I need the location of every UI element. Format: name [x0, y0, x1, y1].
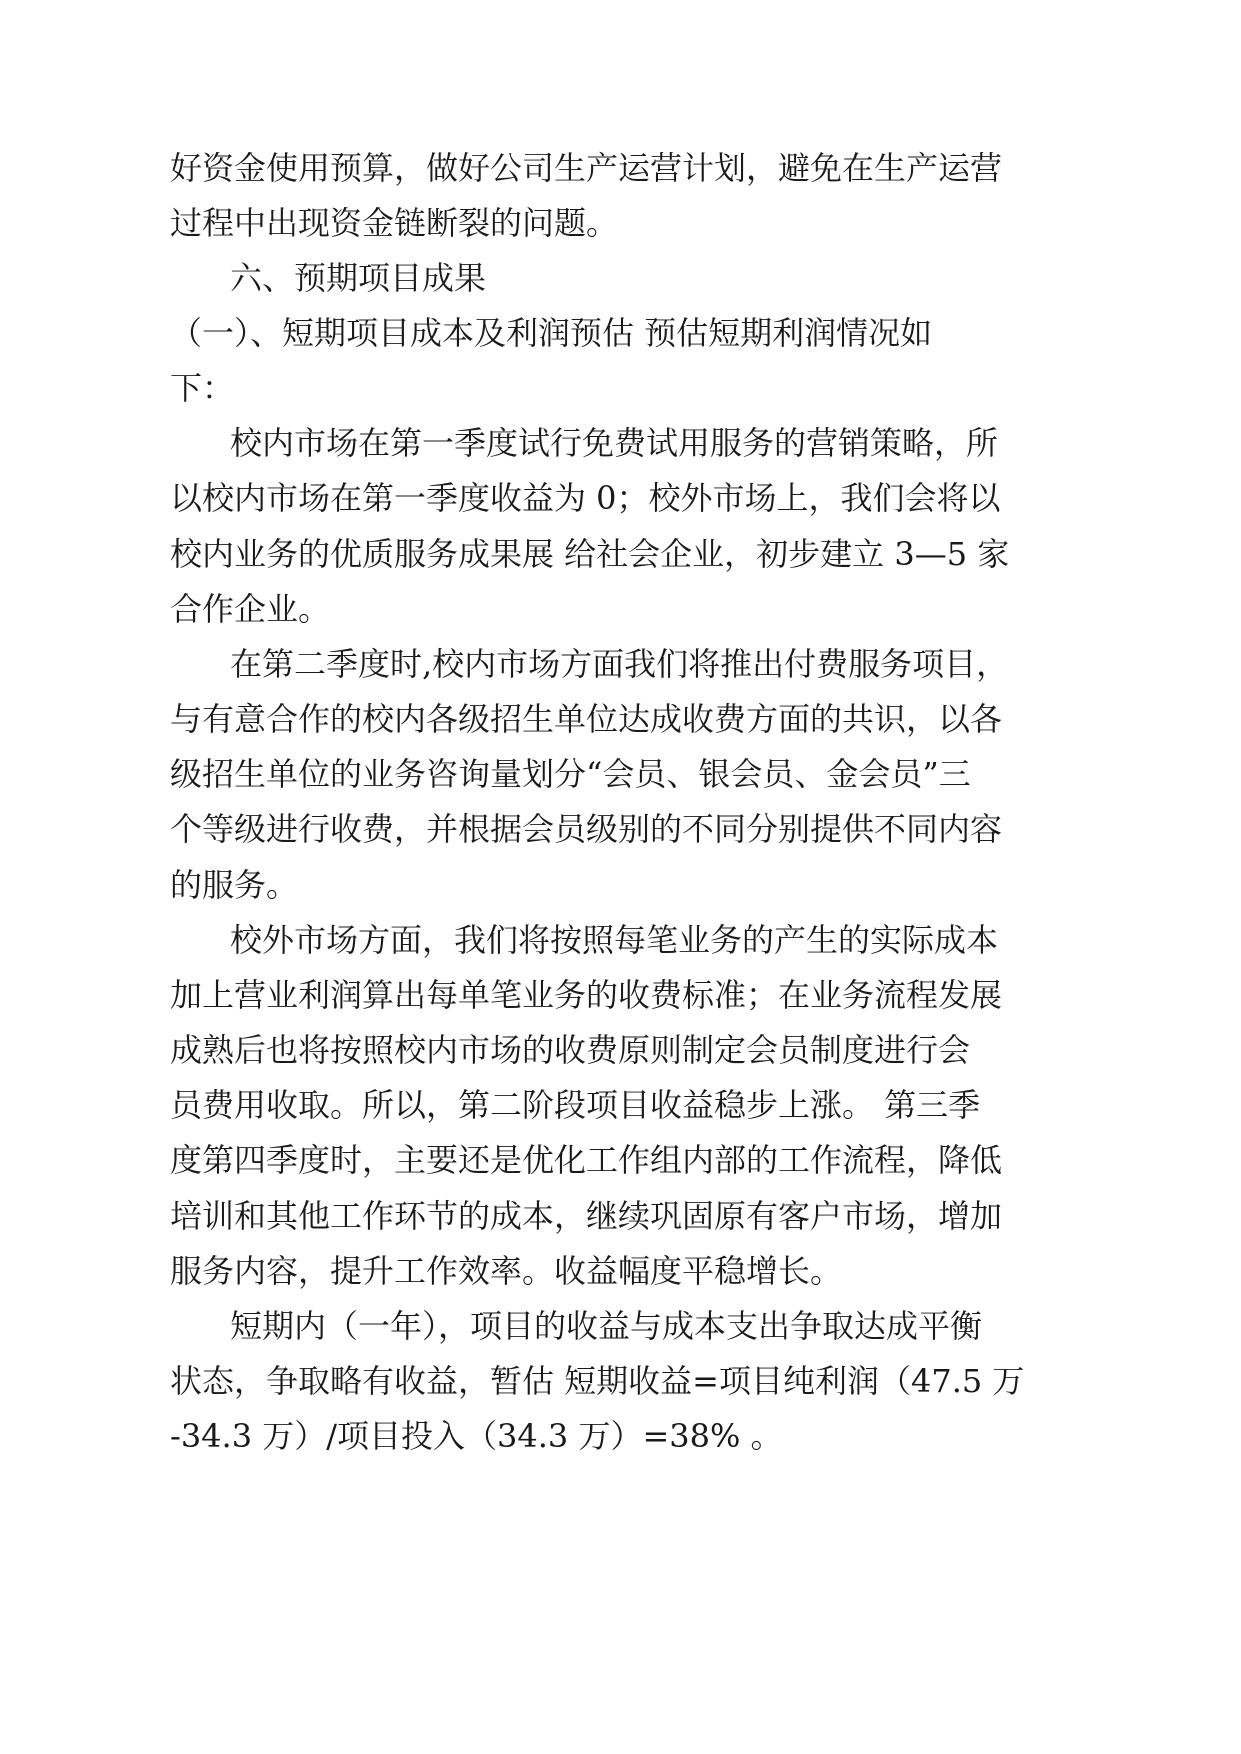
- text-line: 加上营业利润算出每单笔业务的收费标准；在业务流程发展: [170, 976, 1003, 1014]
- text-line: 成熟后也将按照校内市场的收费原则制定会员制度进行会: [170, 1031, 971, 1069]
- text-line: 级招生单位的业务咨询量划分“会员、银会员、金会员”三: [170, 755, 971, 793]
- text-line: 度第四季度时，主要还是优化工作组内部的工作流程，降低: [170, 1141, 1003, 1179]
- text-line: -34.3 万）/项目投入（34.3 万）=38% 。: [170, 1417, 783, 1455]
- text-line: 校外市场方面，我们将按照每笔业务的产生的实际成本: [230, 921, 999, 959]
- text-line: 员费用收取。所以，第二阶段项目收益稳步上涨。 第三季: [170, 1086, 981, 1124]
- text-line: 与有意合作的校内各级招生单位达成收费方面的共识，以各: [170, 700, 1003, 738]
- text-line: 培训和其他工作环节的成本，继续巩固原有客户市场，增加: [170, 1197, 1003, 1235]
- text-line: 个等级进行收费，并根据会员级别的不同分别提供不同内容: [170, 810, 1003, 848]
- text-line: 服务内容，提升工作效率。收益幅度平稳增长。: [170, 1252, 843, 1290]
- text-line: 在第二季度时,校内市场方面我们将推出付费服务项目，: [230, 645, 1009, 683]
- text-line: 的服务。: [170, 866, 299, 904]
- text-line: 合作企业。: [170, 590, 331, 628]
- text-line: 以校内市场在第一季度收益为 0；校外市场上，我们会将以: [170, 479, 1001, 517]
- text-line: 过程中出现资金链断裂的问题。: [170, 204, 619, 242]
- text-line: 校内市场在第一季度试行免费试用服务的营销策略，所: [230, 424, 999, 462]
- text-line: 校内业务的优质服务成果展 给社会企业，初步建立 3—5 家: [170, 535, 1010, 573]
- text-line: 下：: [170, 369, 235, 407]
- text-line: 好资金使用预算，做好公司生产运营计划，避免在生产运营: [170, 149, 1003, 187]
- subsection-heading: （一）、短期项目成本及利润预估 预估短期利润情况如: [170, 314, 933, 352]
- text-line: 状态，争取略有收益，暂估 短期收益=项目纯利润（47.5 万: [170, 1362, 1025, 1400]
- text-line: 短期内（一年），项目的收益与成本支出争取达成平衡: [230, 1307, 983, 1345]
- section-heading: 六、预期项目成果: [230, 259, 487, 297]
